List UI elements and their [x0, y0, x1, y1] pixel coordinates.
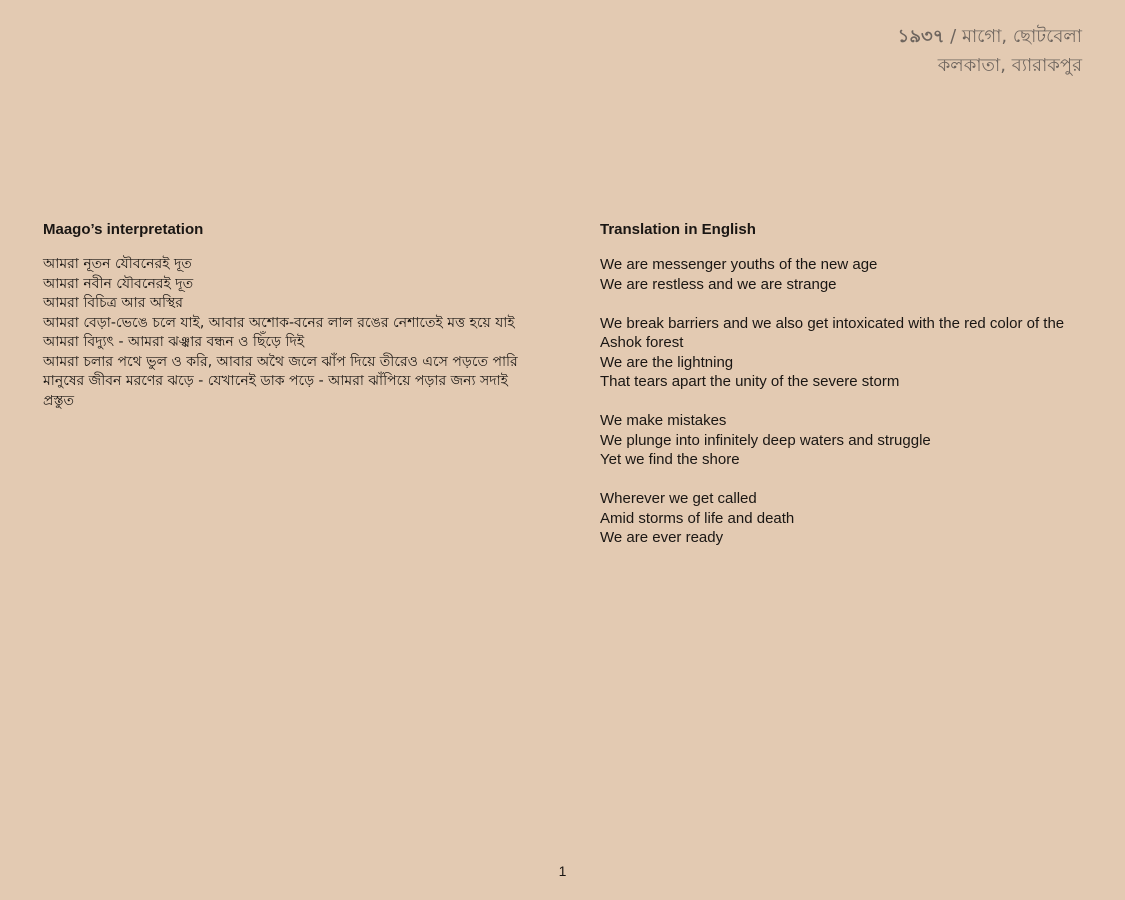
poem-line: আমরা চলার পথে ভুল ও করি, আবার অথৈ জলে ঝাঁপ দিয়ে তীরেও এসে পড়তে পারি	[43, 353, 518, 370]
stanza-break	[600, 470, 1080, 490]
header-year: ১৯৩৭	[897, 26, 945, 47]
translation-line: Wherever we get called	[600, 490, 757, 507]
bengali-poem	[43, 255, 523, 411]
english-translation	[600, 255, 1080, 548]
poem-line: আমরা বিচিত্র আর অস্থির	[43, 295, 183, 311]
translation-line: We plunge into infinitely deep waters and struggle	[600, 431, 931, 449]
translation-line: Yet we find the shore	[600, 451, 740, 468]
bengali-column-heading: Maago’s interpretation	[43, 221, 204, 238]
translation-line: Amid storms of life and death	[600, 509, 795, 527]
english-column-heading: Translation in English	[600, 221, 756, 238]
poem-line: আমরা বেড়া-ভেঙে চলে যাই, আবার অশোক-বনের লাল রঙের নেশাতেই মত্ত হয়ে যাই	[43, 314, 515, 331]
translation-line: We are messenger youths of the new age	[600, 256, 878, 273]
translation-line: We are restless and we are strange	[600, 275, 837, 293]
header-title: মাগো, ছোটবেলা	[961, 26, 1082, 47]
stanza-break	[600, 294, 1080, 314]
translation-line: That tears apart the unity of the severe storm	[600, 373, 900, 390]
english-column	[600, 220, 1080, 548]
page-number: 1	[558, 863, 567, 879]
poem-line: আমরা নবীন যৌবনেরই দূত	[43, 275, 194, 292]
translation-line: We are the lightning	[600, 353, 734, 371]
page-header	[898, 22, 1082, 80]
stanza-break	[600, 392, 1080, 412]
header-separator: /	[944, 26, 962, 47]
poem-line: আমরা নূতন যৌবনেরই দূত	[43, 256, 192, 272]
poem-line: আমরা বিদ্যুৎ - আমরা ঝঞ্ঝার বন্ধন ও ছিঁড়ে দিই	[43, 334, 305, 350]
poem-line: মানুষের জীবন মরণের ঝড়ে - যেখানেই ডাক পড়ে - আমরা ঝাঁপিয়ে পড়ার জন্য সদাই প্রস্তুত	[43, 373, 508, 409]
translation-line: We make mistakes	[600, 412, 727, 429]
header-title-line	[898, 22, 1082, 51]
translation-line: We break barriers and we also get intoxicated with the red color of the Ashok forest	[600, 314, 1065, 351]
bengali-column	[43, 220, 523, 411]
translation-line: We are ever ready	[600, 529, 724, 546]
header-location: কলকাতা, ব্যারাকপুর	[937, 55, 1082, 76]
